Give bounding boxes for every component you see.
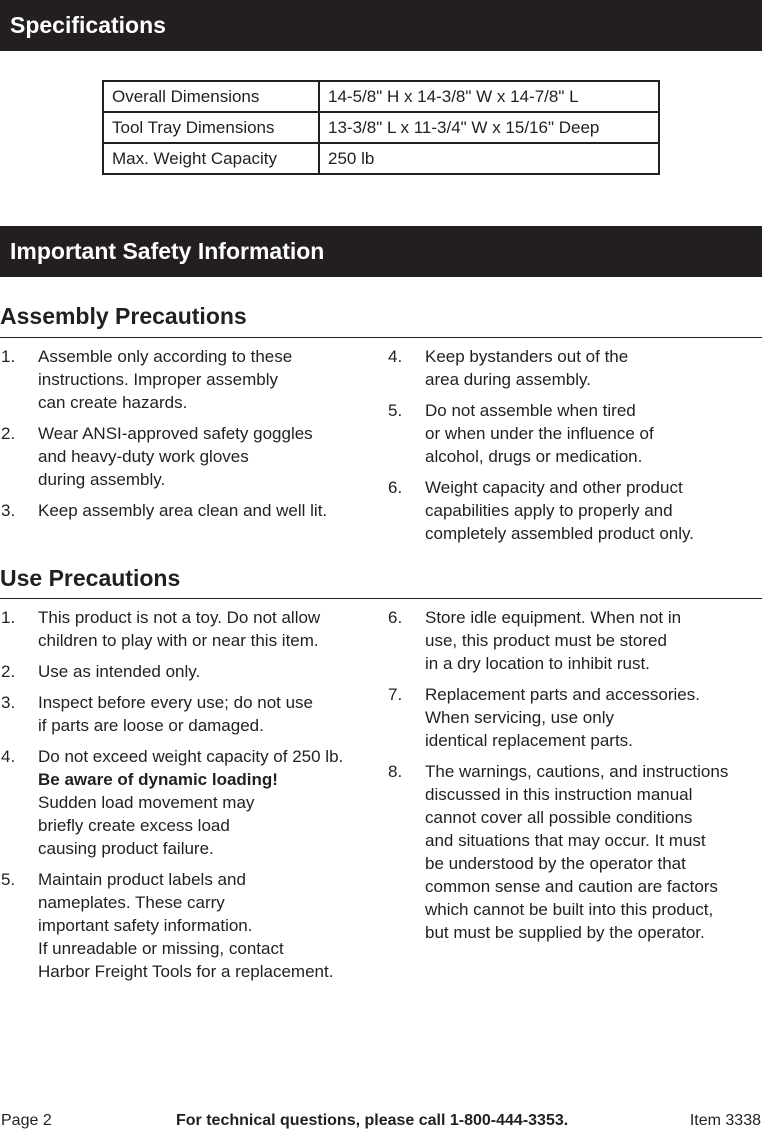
item-text-line: and heavy-duty work gloves bbox=[38, 447, 249, 466]
precaution-item bbox=[388, 606, 762, 675]
item-text-line: Replacement parts and accessories. bbox=[425, 685, 700, 704]
specifications-title: Specifications bbox=[10, 12, 166, 38]
item-text-line: use, this product must be stored bbox=[425, 631, 667, 650]
footer-item-number: Item 3338 bbox=[689, 1112, 761, 1129]
item-text-line: and situations that may occur. It must bbox=[425, 831, 706, 850]
item-number: 3. bbox=[1, 501, 16, 520]
item-text-line: Keep assembly area clean and well lit. bbox=[38, 501, 328, 520]
item-text-line: common sense and caution are factors bbox=[425, 877, 718, 896]
item-text-line: during assembly. bbox=[38, 470, 166, 489]
precaution-item bbox=[388, 399, 762, 468]
item-text-line: capabilities apply to properly and bbox=[425, 501, 673, 520]
precaution-item bbox=[1, 868, 386, 983]
item-text-line: area during assembly. bbox=[425, 370, 591, 389]
item-number: 5. bbox=[388, 401, 403, 420]
assembly-list-right bbox=[388, 345, 762, 553]
precaution-item bbox=[1, 422, 376, 491]
item-number: 1. bbox=[1, 347, 16, 366]
precaution-item bbox=[1, 691, 386, 737]
precaution-item bbox=[1, 345, 376, 414]
safety-title: Important Safety Information bbox=[10, 238, 325, 264]
item-text-line: in a dry location to inhibit rust. bbox=[425, 654, 650, 673]
item-text-line: Inspect before every use; do not use bbox=[38, 693, 314, 712]
precaution-item bbox=[1, 745, 386, 860]
item-text-line: which cannot be built into this product, bbox=[425, 900, 714, 919]
item-number: 6. bbox=[388, 608, 403, 627]
item-text-line: Keep bystanders out of the bbox=[425, 347, 629, 366]
precaution-item bbox=[388, 476, 762, 545]
precaution-item bbox=[388, 683, 762, 752]
spec-value: 250 lb bbox=[319, 143, 659, 174]
item-text-line: Wear ANSI-approved safety goggles bbox=[38, 424, 313, 443]
item-text-line: cannot cover all possible conditions bbox=[425, 808, 693, 827]
item-text-line: The warnings, cautions, and instructions bbox=[425, 762, 729, 781]
spec-row bbox=[103, 81, 659, 112]
spec-row bbox=[103, 143, 659, 174]
item-text-line: if parts are loose or damaged. bbox=[38, 716, 264, 735]
item-text-line: children to play with or near this item. bbox=[38, 631, 319, 650]
item-text-line: completely assembled product only. bbox=[425, 524, 694, 543]
specifications-table bbox=[102, 80, 660, 175]
use-precautions-heading: Use Precautions bbox=[0, 565, 762, 599]
item-number: 7. bbox=[388, 685, 403, 704]
item-text-line: identical replacement parts. bbox=[425, 731, 633, 750]
item-number: 6. bbox=[388, 478, 403, 497]
footer-page-number: Page 2 bbox=[1, 1112, 52, 1129]
item-text-line: briefly create excess load bbox=[38, 816, 230, 835]
item-number: 2. bbox=[1, 662, 16, 681]
item-text-line: but must be supplied by the operator. bbox=[425, 923, 705, 942]
item-text-line: Assemble only according to these bbox=[38, 347, 293, 366]
item-text-line: be understood by the operator that bbox=[425, 854, 686, 873]
item-text-line: Do not assemble when tired bbox=[425, 401, 636, 420]
spec-label: Tool Tray Dimensions bbox=[103, 112, 319, 143]
item-text-line: or when under the influence of bbox=[425, 424, 654, 443]
spec-value: 14-5/8" H x 14-3/8" W x 14-7/8" L bbox=[319, 81, 659, 112]
item-text-line: discussed in this instruction manual bbox=[425, 785, 693, 804]
item-number: 4. bbox=[388, 347, 403, 366]
footer-contact: For technical questions, please call 1-800-444-3353. bbox=[176, 1112, 569, 1129]
item-text-line: can create hazards. bbox=[38, 393, 188, 412]
item-number: 3. bbox=[1, 693, 16, 712]
precaution-item bbox=[1, 606, 386, 652]
item-text-line: Do not exceed weight capacity of 250 lb. bbox=[38, 747, 344, 766]
specifications-header bbox=[0, 0, 762, 51]
item-number: 8. bbox=[388, 762, 403, 781]
item-text-line: Store idle equipment. When not in bbox=[425, 608, 682, 627]
item-text-line: causing product failure. bbox=[38, 839, 214, 858]
spec-value: 13-3/8" L x 11-3/4" W x 15/16" Deep bbox=[319, 112, 659, 143]
precaution-item bbox=[388, 345, 762, 391]
item-number: 5. bbox=[1, 870, 16, 889]
precaution-item bbox=[1, 499, 376, 522]
item-text-line: This product is not a toy. Do not allow bbox=[38, 608, 321, 627]
item-text-line: Maintain product labels and bbox=[38, 870, 246, 889]
use-list-right bbox=[388, 606, 762, 952]
item-text-line: Weight capacity and other product bbox=[425, 478, 683, 497]
item-text-line: Harbor Freight Tools for a replacement. bbox=[38, 962, 334, 981]
item-text-line: If unreadable or missing, contact bbox=[38, 939, 284, 958]
item-number: 2. bbox=[1, 424, 16, 443]
item-text-line: instructions. Improper assembly bbox=[38, 370, 278, 389]
item-text-line: Sudden load movement may bbox=[38, 793, 255, 812]
item-text-line: When servicing, use only bbox=[425, 708, 614, 727]
use-list-left bbox=[1, 606, 386, 991]
assembly-list-left bbox=[1, 345, 376, 530]
item-warning-line: Be aware of dynamic loading! bbox=[38, 770, 278, 789]
spec-label: Max. Weight Capacity bbox=[103, 143, 319, 174]
item-number: 1. bbox=[1, 608, 16, 627]
precaution-item bbox=[388, 760, 762, 944]
item-text-line: Use as intended only. bbox=[38, 662, 201, 681]
spec-label: Overall Dimensions bbox=[103, 81, 319, 112]
item-number: 4. bbox=[1, 747, 16, 766]
assembly-precautions-heading: Assembly Precautions bbox=[0, 303, 762, 338]
precaution-item bbox=[1, 660, 386, 683]
item-text-line: nameplates. These carry bbox=[38, 893, 225, 912]
item-text-line: alcohol, drugs or medication. bbox=[425, 447, 643, 466]
safety-header bbox=[0, 226, 762, 277]
item-text-line: important safety information. bbox=[38, 916, 253, 935]
spec-row bbox=[103, 112, 659, 143]
